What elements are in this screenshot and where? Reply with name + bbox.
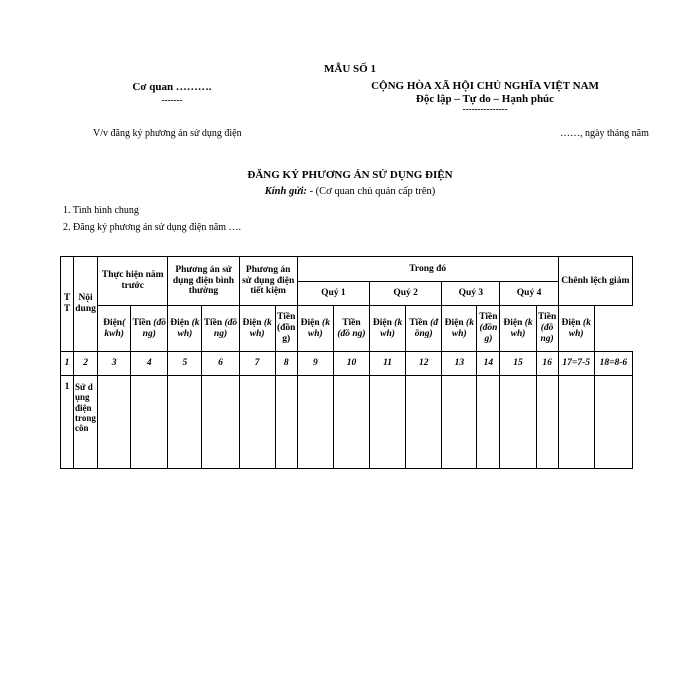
money-unit: (đồ ng) [142,317,166,339]
money-unit: (đồ ng) [540,323,554,344]
index-cell: 13 [442,352,477,376]
empty-cell[interactable] [558,376,594,469]
recipient-label: Kính gửi: [264,186,307,197]
header-quarter-3: Quý 3 [442,282,500,306]
empty-cell[interactable] [406,376,442,469]
row-content: Sử dụng điện trong côn [74,376,98,469]
index-row [61,352,633,376]
index-cell: 7 [239,352,275,376]
agency-label: Cơ quan ………. [132,81,212,93]
power-unit: (k wh) [380,317,403,339]
index-cell: 12 [406,352,442,376]
empty-cell[interactable] [500,376,536,469]
empty-cell[interactable] [275,376,297,469]
col-money [333,306,369,352]
power-label: Điện [300,317,320,328]
money-label: Tiền [342,317,361,328]
col-power [558,306,594,352]
money-unit: (đồng) [479,323,498,344]
col-money [202,306,239,352]
empty-cell[interactable] [594,376,632,469]
index-cell: 9 [297,352,333,376]
section-item-2: 2. Đăng ký phương án sử dụng điện năm …. [63,222,242,233]
energy-plan-table [60,256,633,469]
empty-cell[interactable] [442,376,477,469]
table-row [61,376,633,469]
index-cell: 17=7-5 [558,352,594,376]
col-power [370,306,406,352]
money-label: Tiền [132,317,151,328]
money-label: Tiền [537,312,557,323]
power-label: Điện [372,317,392,328]
money-label: Tiền [277,312,296,323]
power-label: Điện [503,317,523,328]
header-quarter-4: Quý 4 [500,282,558,306]
row-number: 1 [61,376,74,469]
power-label: Điện [103,317,123,328]
index-cell: 1 [61,352,74,376]
col-money [536,306,558,352]
col-money [275,306,297,352]
header-reduction: Chênh lệch giảm [558,257,632,306]
header-tt: TT [61,257,74,352]
agency-divider: ------- [161,95,183,105]
empty-cell[interactable] [239,376,275,469]
power-label: Điện [242,317,262,328]
motto-divider: --------------- [462,104,508,114]
power-label: Điện [170,317,190,328]
index-cell: 2 [74,352,98,376]
index-cell: 5 [168,352,202,376]
national-title: CỘNG HÒA XÃ HỘI CHỦ NGHĨA VIỆT NAM [371,80,599,92]
power-unit: (k wh) [568,317,591,339]
empty-cell[interactable] [98,376,131,469]
money-unit: (đồ ng) [213,317,238,339]
empty-cell[interactable] [202,376,239,469]
empty-cell[interactable] [370,376,406,469]
col-power [297,306,333,352]
index-cell: 8 [275,352,297,376]
empty-cell[interactable] [131,376,168,469]
header-content: Nội dung [74,257,98,352]
national-motto: Độc lập – Tự do – Hạnh phúc [415,93,555,105]
power-unit: (k wh) [510,317,533,339]
col-money [406,306,442,352]
index-cell: 11 [370,352,406,376]
empty-cell[interactable] [477,376,500,469]
col-power [239,306,275,352]
empty-cell[interactable] [168,376,202,469]
empty-cell[interactable] [333,376,369,469]
empty-cell[interactable] [536,376,558,469]
empty-cell[interactable] [297,376,333,469]
power-unit: (k wh) [451,317,474,339]
money-label: Tiền [479,312,498,323]
col-power [168,306,202,352]
index-cell: 18=8-6 [594,352,632,376]
money-label: Tiền [409,317,428,328]
power-unit: (k wh) [177,317,200,339]
money-unit: (đồng) [276,323,296,344]
index-cell: 6 [202,352,239,376]
money-label: Tiền [203,317,223,328]
header-saving-plan: Phương án sử dụng điện tiết kiệm [239,257,297,306]
col-power [98,306,131,352]
col-power [442,306,477,352]
col-power [500,306,536,352]
money-unit: (đồ ng) [337,328,366,339]
document-title: ĐĂNG KÝ PHƯƠNG ÁN SỬ DỤNG ĐIỆN [247,169,453,181]
power-unit: ( kwh) [104,317,126,339]
power-unit: (k wh) [307,317,330,339]
header-quarter-1: Quý 1 [297,282,369,306]
col-money [477,306,500,352]
form-number: MẪU SỐ 1 [324,63,376,75]
power-label: Điện [444,317,464,328]
col-money [131,306,168,352]
header-previous-year: Thực hiện năm trước [98,257,168,306]
section-item-1: 1. Tình hình chung [63,205,139,216]
header-normal-plan: Phương án sử dụng điện bình thường [168,257,239,306]
date-line: ……, ngày tháng năm [560,128,649,139]
header-of-which: Trong đó [297,257,558,282]
index-cell: 15 [500,352,536,376]
recipient-line [200,186,500,197]
index-cell: 3 [98,352,131,376]
index-cell: 16 [536,352,558,376]
index-cell: 10 [333,352,369,376]
index-cell: 4 [131,352,168,376]
recipient-text: - (Cơ quan chủ quản cấp trên) [306,186,436,197]
money-unit: (đồng) [414,317,438,339]
subject-line: V/v đăng ký phương án sử dụng điện [93,128,242,139]
index-cell: 14 [477,352,500,376]
power-label: Điện [561,317,581,328]
power-unit: (k wh) [249,317,272,339]
header-quarter-2: Quý 2 [370,282,442,306]
